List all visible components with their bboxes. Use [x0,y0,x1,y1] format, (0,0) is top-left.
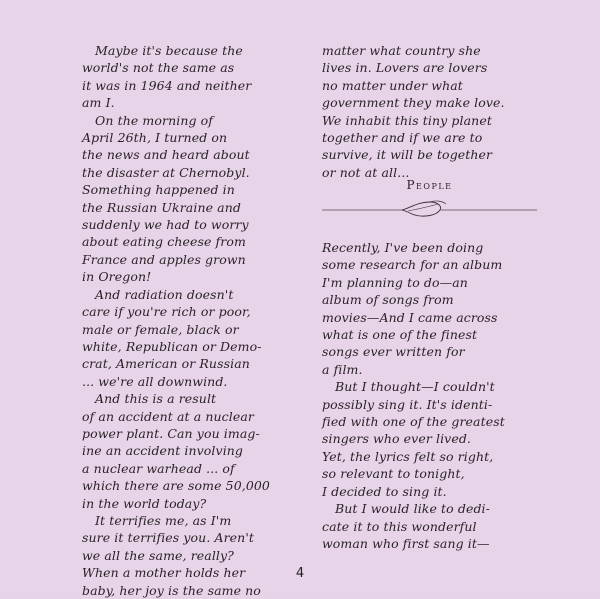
text-line: it was in 1964 and neither [82,77,252,93]
text-line: fied with one of the greatest [322,414,505,430]
text-line: cate it to this wonderful [322,518,477,534]
right-column-bottom [322,239,522,552]
text-line: no matter under what [322,77,463,93]
text-line: songs ever written for [322,344,465,360]
text-line: white, Republican or Demo- [82,338,262,354]
text-line: On the morning of [95,112,213,128]
text-line: ... we're all downwind. [82,373,228,389]
text-line: so relevant to tonight, [322,466,465,482]
page-number: 4 [295,566,305,581]
text-line: care if you're rich or poor, [82,304,251,320]
text-line: in the world today? [82,495,207,511]
text-line: movies—And I came across [322,309,498,325]
section-heading: People [406,178,453,192]
text-line: what is one of the finest [322,327,478,343]
text-line: Recently, I've been doing [322,240,484,255]
text-line: ine an accident involving [82,443,244,459]
text-line: matter what country she [322,43,481,58]
text-line: survive, it will be together [322,147,493,163]
text-line: Something happened in [82,182,235,198]
text-line: world's not the same as [82,60,235,76]
text-line: crat, American or Russian [82,356,250,372]
left-column [82,42,297,599]
text-line: suddenly we had to worry [82,217,249,233]
text-line: Yet, the lyrics felt so right, [322,448,494,464]
text-line: a nuclear warhead ... of [82,460,235,476]
text-line: the news and heard about [82,147,250,163]
text-line: I decided to sing it. [322,483,447,499]
text-line: together and if we are to [322,130,483,146]
text-line: a film. [322,361,363,377]
text-line: I'm planning to do—an [322,274,468,290]
text-line: of an accident at a nuclear [82,408,254,424]
text-line: am I. [82,95,115,111]
text-line: France and apples grown [82,251,246,267]
text-line: in Oregon! [82,269,152,285]
text-line: male or female, black or [82,321,239,337]
text-line: or not at all... [322,164,410,180]
text-line: baby, her joy is the same no [82,582,261,598]
text-line: sure it terrifies you. Aren't [82,530,254,546]
text-line: the disaster at Chernobyl. [82,164,250,180]
text-line: some research for an album [322,257,503,273]
text-line: singers who ever lived. [322,431,472,447]
text-line: about eating cheese from [82,234,246,250]
text-line: we all the same, really? [82,547,234,563]
text-line: It terrifies me, as I'm [95,512,232,528]
leaf-divider-icon [322,198,537,222]
text-line: lives in. Lovers are lovers [322,60,488,76]
text-line: We inhabit this tiny planet [322,112,492,128]
text-line: power plant. Can you imag- [82,425,260,441]
text-line: When a mother holds her [82,565,246,581]
text-line: Maybe it's because the [95,43,243,58]
text-line: And this is a result [95,391,217,407]
text-line: But I thought—I couldn't [335,379,495,395]
text-line: album of songs from [322,292,454,308]
right-column-top [322,42,517,181]
text-line: possibly sing it. It's identi- [322,396,493,412]
text-line: government they make love. [322,95,505,111]
text-line: woman who first sang it— [322,535,490,551]
text-line: the Russian Ukraine and [82,199,241,215]
text-line: which there are some 50,000 [82,478,270,494]
text-line: But I would like to dedi- [335,501,490,517]
text-line: And radiation doesn't [95,286,234,302]
text-line: April 26th, I turned on [82,130,228,146]
